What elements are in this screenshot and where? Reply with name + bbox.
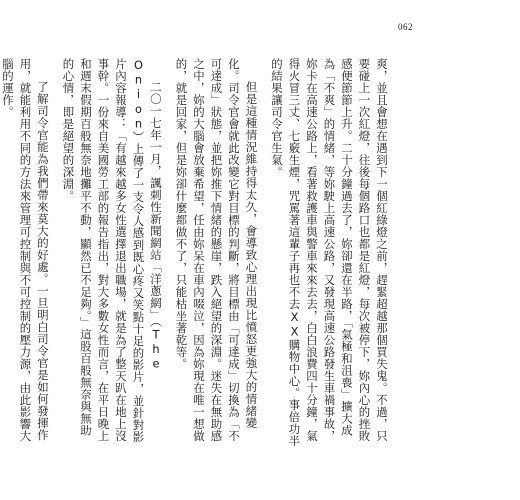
page-number: 062 [398,22,413,32]
paragraph-2: 但是這種情況維持得太久，會導致心理出現比憤怒更強大的情緒變化。司令官會就此改變它對目標的判斷，將目標由「可達成」切換為「不可達成」狀態，並把妳推下情緒的懸崖，跌入絕望的深淵。迷失在無助感之中，妳的大腦會放棄希望，任由妳呆在車內啜泣，因為妳現在唯一想做的，就是回家，但是妳卻什麼都做不了，只能枯坐著乾等。 [174,58,259,442]
paragraph-4: 了解司令官能為我們帶來莫大的好處。一旦明白司令官是如何發揮作用，就能利用不同的方法來管理可控制與不可控制的壓力源，由此影響大腦的運作。 [1,58,50,442]
paragraph-1: 爽，並且會想在遇到下一個紅綠燈之前，趕緊超越那個買失鬼。不過，只要碰上一次紅燈，往後每個路口也都是紅燈，每次被停下，妳內心的挫敗感便節節上升。二十分鐘過去了，妳卻還在半路，「氣極和沮喪」擴大成為「不爽」的情緒，等妳駛上高速公路，又發現高速公路發生車禍事故，妳卡在高速公路上，看著救護車與警車來來去去，白白浪費四十分鐘，氣得火冒三丈、七竅生煙，咒罵著這輩子再也不去XX購物中心。事倍功半的結果讓司令官生氣。 [270,58,389,448]
paragraph-3: 二〇一七年一月，諷刺性新聞網站「洋蔥網」（The Onion）上傳了一支令人感到既心疼又笑點十足的影片，並針對影片內容報導：「有越來越多女性選擇退出職場，就是為了整天趴在地上沒事幹。一份來自美國勞工部的報告指出，對大多數女性而言，在平日晚上和週末假期百般無奈地攤平不動，顯然已不足夠。」這股百般無奈與無助的心情，即是絕望的深淵。 [61,58,163,443]
body-text [1,58,390,448]
